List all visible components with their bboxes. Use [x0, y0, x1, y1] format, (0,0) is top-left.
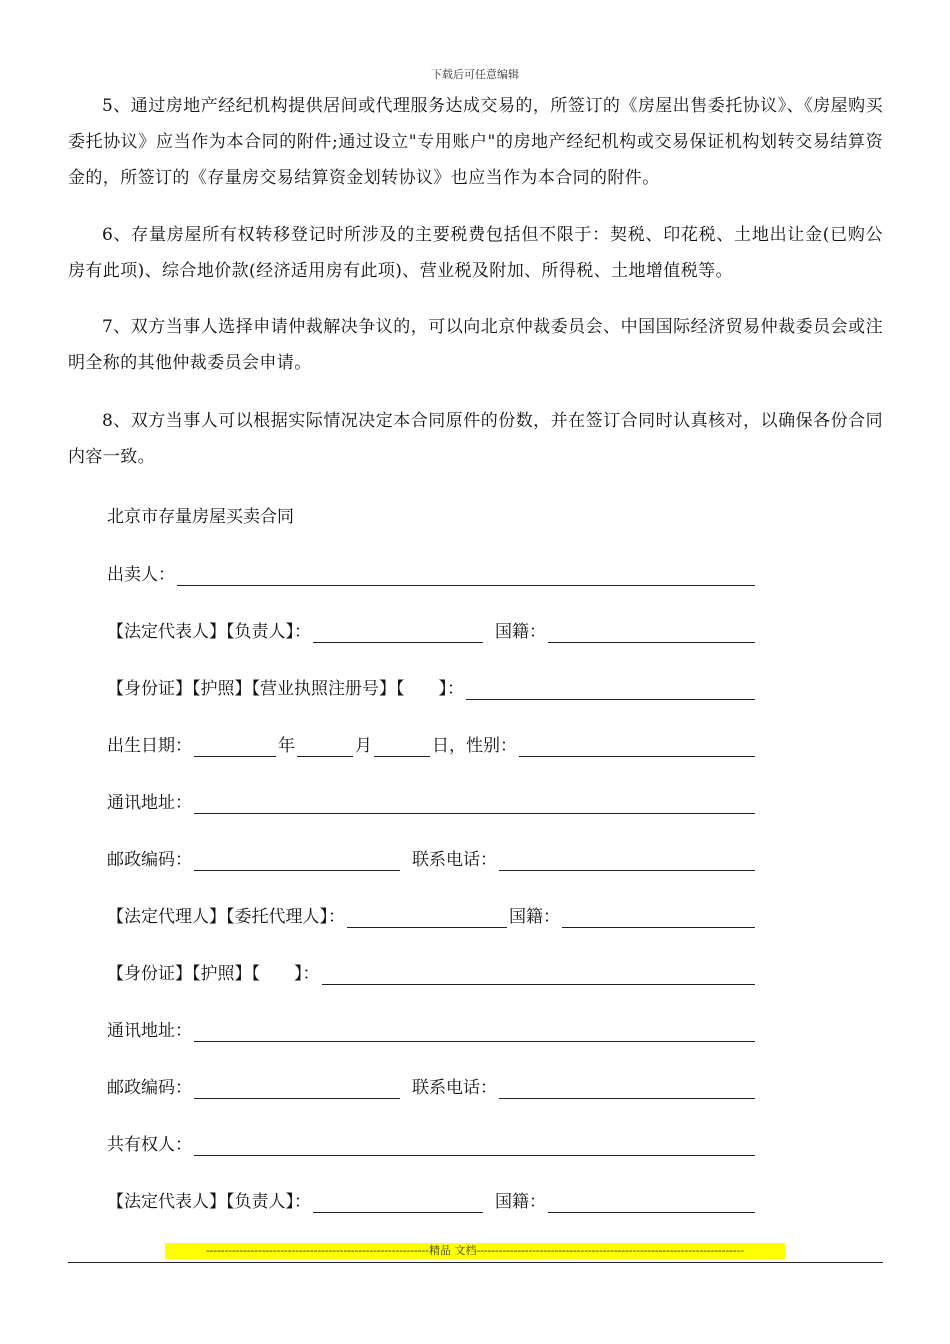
legal-rep2-label: 【法定代表人】【负责人】： [107, 1192, 311, 1212]
page-header: 下载后可任意编辑 [431, 68, 519, 81]
clause-6: 6、存量房屋所有权转移登记时所涉及的主要税费包括但不限于：契税、印花税、土地出让金(已购公房有此项)、综合地价款(经济适用房有此项)、营业税及附加、所得税、土地增值税等。 [68, 225, 883, 281]
birth-year-blank[interactable] [194, 736, 276, 757]
footer-rule [68, 1262, 883, 1263]
seller-label: 出卖人： [107, 565, 175, 585]
postcode-label: 邮政编码： [107, 850, 192, 870]
birth-row [107, 731, 757, 761]
address-row [107, 788, 757, 818]
legal-rep-row [107, 617, 757, 647]
agent-label: 【法定代理人】【委托代理人】： [107, 907, 345, 927]
address-blank[interactable] [194, 793, 755, 814]
postcode-blank[interactable] [194, 850, 400, 871]
month-label: 月 [355, 736, 372, 756]
phone-blank[interactable] [499, 850, 755, 871]
contract-title-row [107, 502, 757, 532]
agent-blank[interactable] [347, 907, 507, 928]
phone2-label: 联系电话： [412, 1078, 497, 1098]
address-label: 通讯地址： [107, 793, 192, 813]
nationality2-blank[interactable] [562, 907, 755, 928]
nationality3-label: 国籍： [495, 1192, 546, 1212]
seller-row [107, 560, 757, 590]
birth-label: 出生日期： [107, 736, 192, 756]
clause-8: 8、双方当事人可以根据实际情况决定本合同原件的份数，并在签订合同时认真核对，以确保各份合同内容一致。 [68, 411, 883, 467]
postcode-row [107, 845, 757, 875]
gender-blank[interactable] [519, 736, 755, 757]
seller-blank[interactable] [177, 565, 755, 586]
postcode2-label: 邮政编码： [107, 1078, 192, 1098]
legal-rep-label: 【法定代表人】【负责人】： [107, 622, 311, 642]
contract-title: 北京市存量房屋买卖合同 [107, 507, 294, 527]
id-number2-blank[interactable] [322, 964, 756, 985]
day-gender-label: 日，性别： [432, 736, 517, 756]
co-owner-row [107, 1130, 757, 1160]
nationality2-label: 国籍： [509, 907, 560, 927]
birth-month-blank[interactable] [297, 736, 353, 757]
clause-5: 5、通过房地产经纪机构提供居间或代理服务达成交易的，所签订的《房屋出售委托协议》、《房屋购买委托协议》应当作为本合同的附件;通过设立"专用账户"的房地产经纪机构或交易保证机构划转交易结算资金的，所签订的《存量房交易结算资金划转协议》也应当作为本合同的附件。 [68, 96, 883, 188]
id-type2-row [107, 959, 757, 989]
co-owner-label: 共有权人： [107, 1135, 192, 1155]
legal-rep-blank[interactable] [313, 622, 483, 643]
address2-blank[interactable] [194, 1021, 755, 1042]
legal-rep2-blank[interactable] [313, 1192, 483, 1213]
postcode2-blank[interactable] [194, 1078, 400, 1099]
id-type2-label: 【身份证】【护照】【 】： [107, 964, 320, 984]
nationality3-blank[interactable] [548, 1192, 755, 1213]
postcode2-row [107, 1073, 757, 1103]
phone-label: 联系电话： [412, 850, 497, 870]
id-number-blank[interactable] [466, 679, 755, 700]
nationality-label: 国籍： [495, 622, 546, 642]
legal-rep2-row [107, 1187, 757, 1217]
footer-banner: ------------------------------------------------------------精品 文档------------------------------------------------------------------------ [165, 1243, 785, 1259]
id-type-label: 【身份证】【护照】【营业执照注册号】【 】： [107, 679, 464, 699]
birth-day-blank[interactable] [374, 736, 430, 757]
co-owner-blank[interactable] [194, 1135, 755, 1156]
nationality-blank[interactable] [548, 622, 755, 643]
phone2-blank[interactable] [499, 1078, 755, 1099]
address2-label: 通讯地址： [107, 1021, 192, 1041]
agent-row [107, 902, 757, 932]
id-type-row [107, 674, 757, 704]
address2-row [107, 1016, 757, 1046]
year-label: 年 [278, 736, 295, 756]
clause-7: 7、双方当事人选择申请仲裁解决争议的，可以向北京仲裁委员会、中国国际经济贸易仲裁委员会或注明全称的其他仲裁委员会申请。 [68, 317, 883, 373]
